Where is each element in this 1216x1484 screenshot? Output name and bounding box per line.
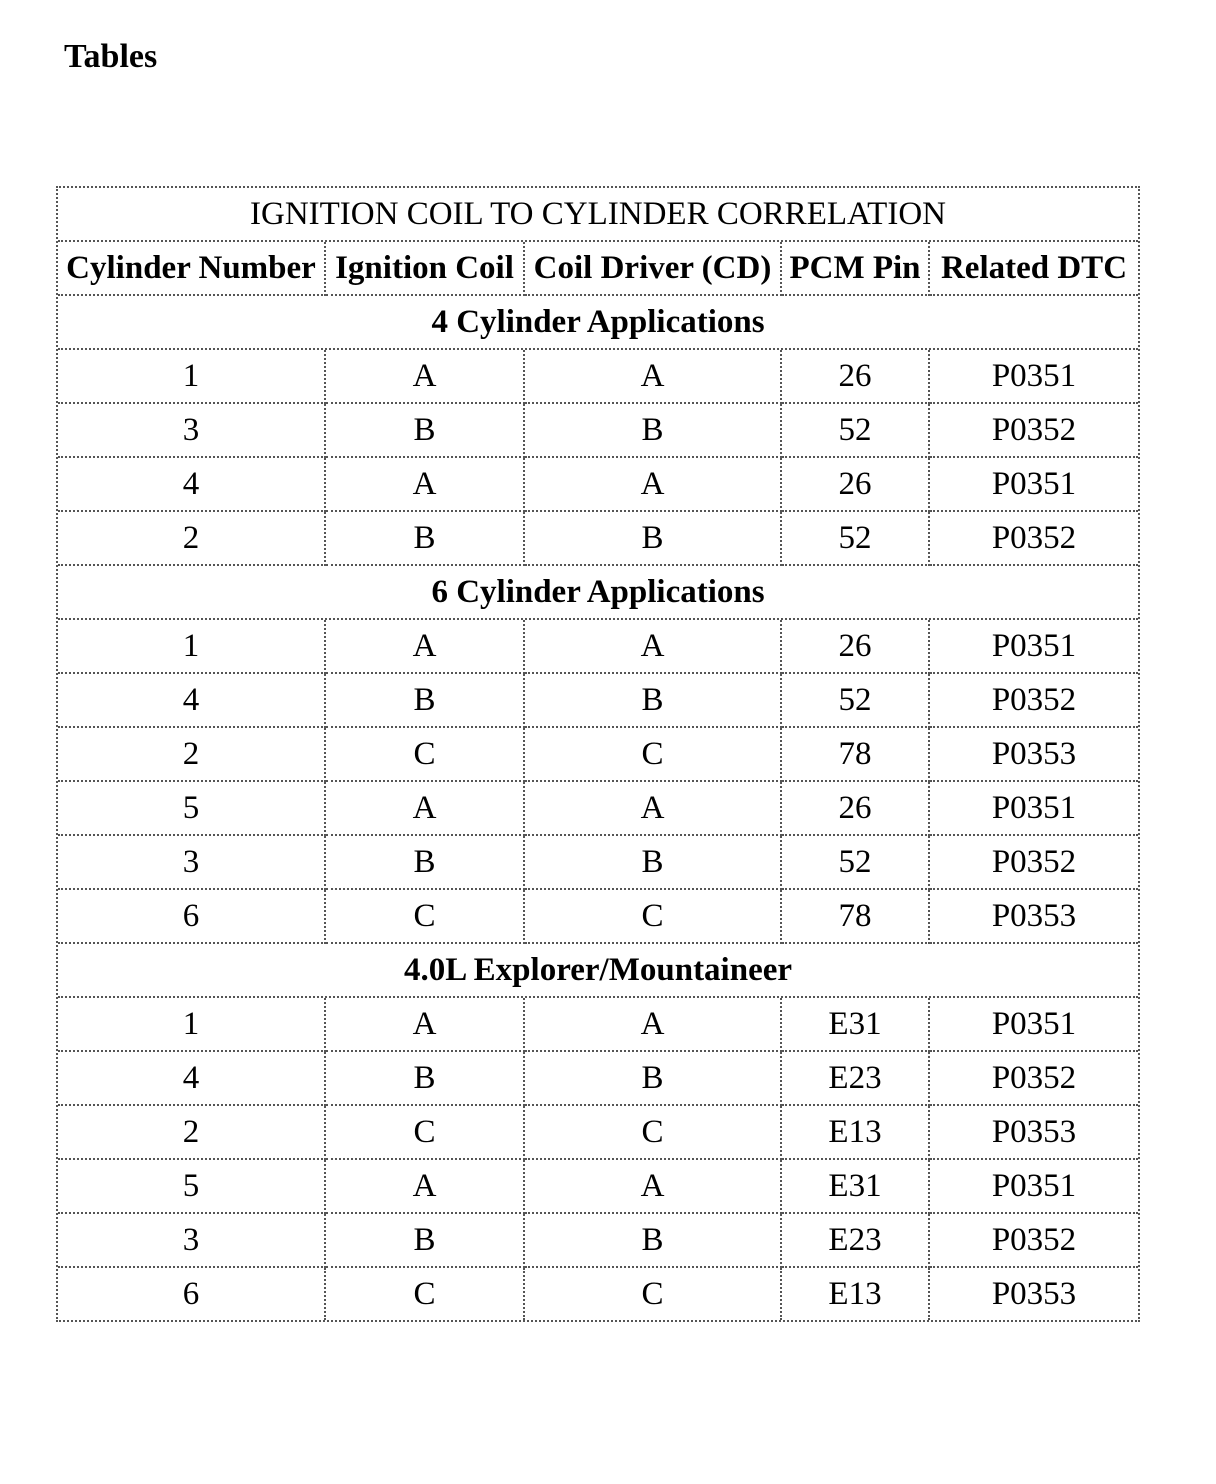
table-row bbox=[58, 1106, 1138, 1160]
cell-cylinder-number: 4 bbox=[58, 1052, 326, 1106]
cell-related-dtc: P0352 bbox=[930, 512, 1138, 566]
table-title-row bbox=[58, 188, 1138, 242]
cell-coil-driver: A bbox=[525, 350, 782, 404]
section-row bbox=[58, 944, 1138, 998]
cell-related-dtc: P0353 bbox=[930, 728, 1138, 782]
header-ignition-coil: Ignition Coil bbox=[326, 242, 525, 296]
cell-ignition-coil: A bbox=[326, 620, 525, 674]
header-pcm-pin: PCM Pin bbox=[782, 242, 930, 296]
table-body bbox=[58, 188, 1138, 1320]
section-row bbox=[58, 566, 1138, 620]
header-coil-driver: Coil Driver (CD) bbox=[525, 242, 782, 296]
cell-related-dtc: P0352 bbox=[930, 674, 1138, 728]
cell-pcm-pin: 26 bbox=[782, 620, 930, 674]
cell-ignition-coil: A bbox=[326, 782, 525, 836]
page-heading: Tables bbox=[64, 38, 158, 75]
table-row bbox=[58, 1160, 1138, 1214]
cell-coil-driver: C bbox=[525, 728, 782, 782]
cell-ignition-coil: C bbox=[326, 728, 525, 782]
cell-related-dtc: P0352 bbox=[930, 1052, 1138, 1106]
cell-related-dtc: P0351 bbox=[930, 998, 1138, 1052]
cell-related-dtc: P0351 bbox=[930, 620, 1138, 674]
cell-coil-driver: B bbox=[525, 836, 782, 890]
cell-cylinder-number: 1 bbox=[58, 620, 326, 674]
cell-coil-driver: A bbox=[525, 620, 782, 674]
cell-cylinder-number: 6 bbox=[58, 1268, 326, 1320]
cell-pcm-pin: E13 bbox=[782, 1268, 930, 1320]
table-title: IGNITION COIL TO CYLINDER CORRELATION bbox=[58, 188, 1138, 242]
cell-ignition-coil: B bbox=[326, 836, 525, 890]
table-row bbox=[58, 782, 1138, 836]
cell-pcm-pin: 78 bbox=[782, 890, 930, 944]
table-row bbox=[58, 890, 1138, 944]
cell-coil-driver: C bbox=[525, 890, 782, 944]
cell-cylinder-number: 4 bbox=[58, 674, 326, 728]
cell-related-dtc: P0353 bbox=[991, 1275, 1077, 1312]
table-row bbox=[58, 350, 1138, 404]
cell-related-dtc: P0351 bbox=[930, 350, 1138, 404]
table-row bbox=[58, 458, 1138, 512]
cell-pcm-pin: 52 bbox=[782, 512, 930, 566]
cell-cylinder-number: 4 bbox=[58, 458, 326, 512]
cell-ignition-coil: C bbox=[326, 1268, 525, 1320]
ignition-coil-correlation-table bbox=[56, 186, 1140, 1322]
table-header-row bbox=[58, 242, 1138, 296]
cell-ignition-coil: B bbox=[326, 512, 525, 566]
table-row bbox=[58, 728, 1138, 782]
cell-related-dtc: P0352 bbox=[930, 836, 1138, 890]
cell-related-dtc: P0352 bbox=[930, 404, 1138, 458]
cell-pcm-pin: 52 bbox=[782, 674, 930, 728]
cell-cylinder-number: 2 bbox=[58, 1106, 326, 1160]
cell-ignition-coil: A bbox=[326, 458, 525, 512]
cell-cylinder-number: 3 bbox=[58, 1214, 326, 1268]
cell-coil-driver: B bbox=[525, 404, 782, 458]
cell-related-dtc: P0353 bbox=[930, 890, 1138, 944]
table-row bbox=[58, 836, 1138, 890]
cell-related-dtc: P0353 bbox=[930, 1106, 1138, 1160]
cell-pcm-pin: 26 bbox=[782, 458, 930, 512]
cell-ignition-coil: C bbox=[326, 890, 525, 944]
cell-cylinder-number: 6 bbox=[58, 890, 326, 944]
cell-related-dtc: P0352 bbox=[930, 1214, 1138, 1268]
cell-cylinder-number: 1 bbox=[58, 998, 326, 1052]
header-related-dtc: Related DTC bbox=[930, 242, 1138, 296]
cell-pcm-pin: E23 bbox=[782, 1214, 930, 1268]
cell-coil-driver: B bbox=[525, 1214, 782, 1268]
cell-pcm-pin: 26 bbox=[782, 782, 930, 836]
cell-cylinder-number: 3 bbox=[58, 836, 326, 890]
cell-cylinder-number: 3 bbox=[58, 404, 326, 458]
cell-cylinder-number: 5 bbox=[58, 782, 326, 836]
section-title: 4 Cylinder Applications bbox=[58, 296, 1138, 350]
cell-coil-driver: A bbox=[525, 458, 782, 512]
cell-ignition-coil: C bbox=[326, 1106, 525, 1160]
cell-coil-driver: B bbox=[525, 1052, 782, 1106]
section-title: 6 Cylinder Applications bbox=[58, 566, 1138, 620]
cell-coil-driver: C bbox=[525, 1106, 782, 1160]
cell-cylinder-number: 2 bbox=[58, 512, 326, 566]
cell-cylinder-number: 1 bbox=[58, 350, 326, 404]
table-row bbox=[58, 620, 1138, 674]
table-row bbox=[58, 512, 1138, 566]
cell-ignition-coil: B bbox=[326, 1052, 525, 1106]
cell-pcm-pin: E13 bbox=[782, 1106, 930, 1160]
cell-coil-driver: A bbox=[525, 782, 782, 836]
cell-pcm-pin: 52 bbox=[782, 404, 930, 458]
cell-cylinder-number: 2 bbox=[58, 728, 326, 782]
cell-coil-driver: C bbox=[525, 1268, 782, 1320]
table-row bbox=[58, 1052, 1138, 1106]
table-row bbox=[58, 674, 1138, 728]
table-row bbox=[58, 404, 1138, 458]
table-row bbox=[58, 1214, 1138, 1268]
cell-pcm-pin: 52 bbox=[782, 836, 930, 890]
table-row bbox=[58, 998, 1138, 1052]
cell-cylinder-number: 5 bbox=[58, 1160, 326, 1214]
cell-related-dtc: P0351 bbox=[930, 782, 1138, 836]
header-cylinder-number: Cylinder Number bbox=[58, 242, 326, 296]
cell-coil-driver: A bbox=[525, 1160, 782, 1214]
cell-ignition-coil: A bbox=[326, 1160, 525, 1214]
section-title: 4.0L Explorer/Mountaineer bbox=[58, 944, 1138, 998]
cell-ignition-coil: A bbox=[326, 998, 525, 1052]
cell-pcm-pin: 78 bbox=[782, 728, 930, 782]
cell-ignition-coil: B bbox=[326, 404, 525, 458]
cell-coil-driver: B bbox=[525, 674, 782, 728]
cell-ignition-coil: B bbox=[326, 1214, 525, 1268]
cell-coil-driver: B bbox=[525, 512, 782, 566]
cell-pcm-pin: E23 bbox=[782, 1052, 930, 1106]
section-row bbox=[58, 296, 1138, 350]
cell-pcm-pin: E31 bbox=[782, 1160, 930, 1214]
cell-pcm-pin: E31 bbox=[782, 998, 930, 1052]
cell-related-dtc: P0351 bbox=[930, 458, 1138, 512]
cell-related-dtc: P0351 bbox=[930, 1160, 1138, 1214]
cell-pcm-pin: 26 bbox=[782, 350, 930, 404]
cell-coil-driver: A bbox=[525, 998, 782, 1052]
cell-ignition-coil: A bbox=[326, 350, 525, 404]
table-row bbox=[58, 1268, 1138, 1320]
cell-ignition-coil: B bbox=[326, 674, 525, 728]
